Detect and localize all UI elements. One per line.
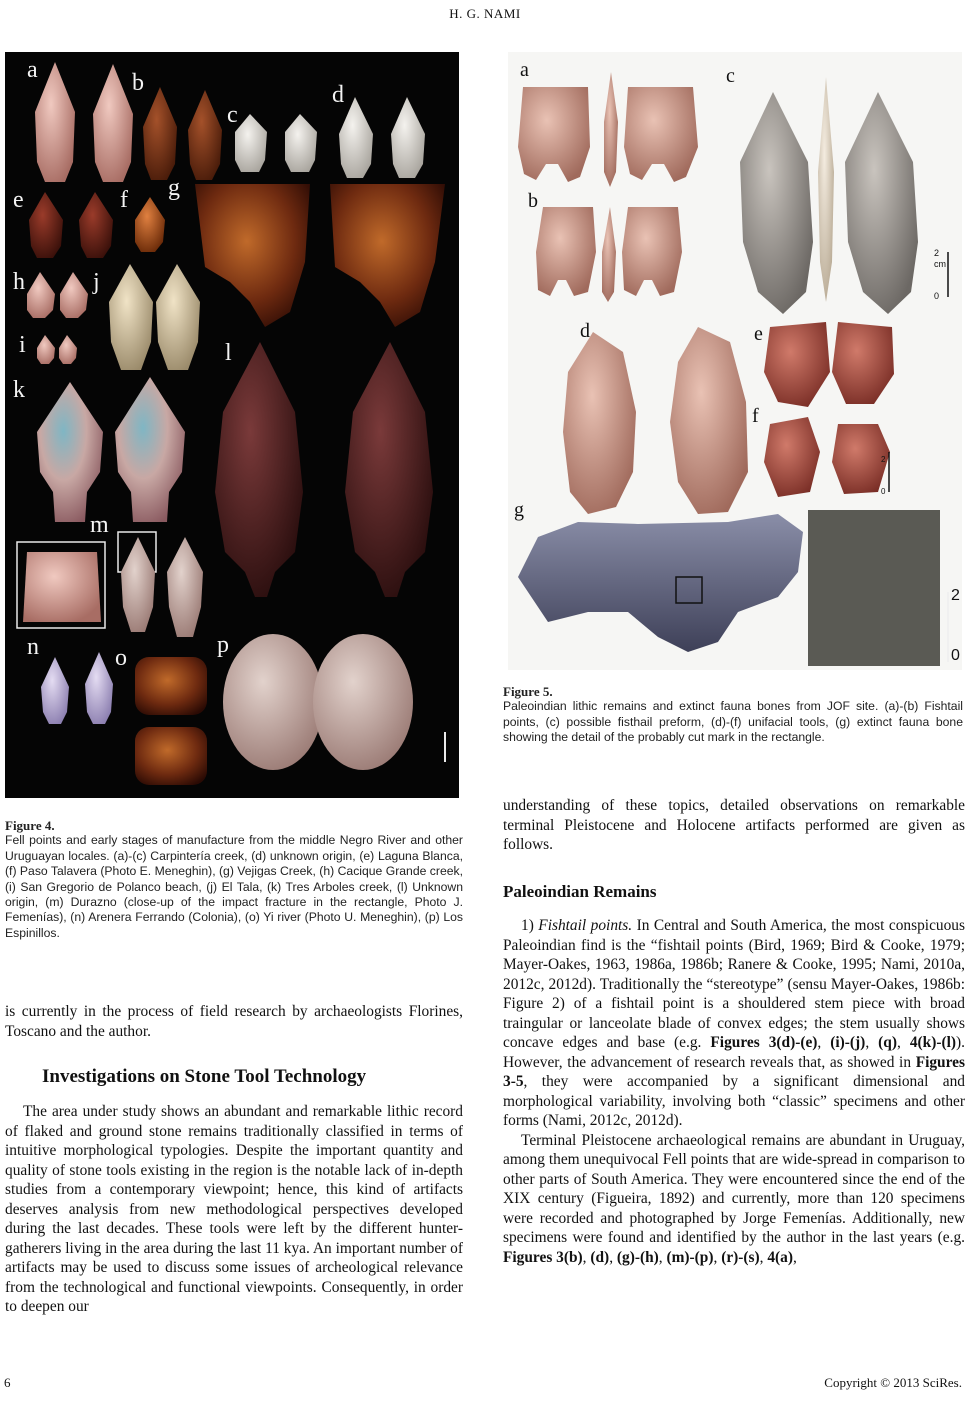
label-i: i [19, 332, 26, 358]
point-m2 [167, 537, 203, 637]
label-l: l [225, 340, 232, 366]
label-p: p [217, 632, 229, 658]
point-p1 [223, 634, 323, 770]
point-c2 [285, 114, 317, 172]
figure-ref: (r)-(s) [721, 1248, 760, 1266]
point-i1 [37, 335, 55, 364]
scale-c-2: 2 [934, 248, 940, 258]
label-o: o [115, 645, 127, 671]
figure-ref: (q) [878, 1034, 897, 1051]
label-e: e [13, 187, 24, 213]
point-p2 [313, 634, 413, 770]
label-c: c [227, 102, 238, 128]
figure-5-artifacts [508, 52, 962, 670]
figure-ref: (m)-(p) [666, 1248, 714, 1266]
point-o1 [135, 657, 207, 715]
figure-4-caption-title: Figure 4. [5, 818, 55, 833]
point-f [135, 197, 165, 252]
point-g1 [195, 184, 310, 327]
scale-g-0: 0 [951, 647, 960, 664]
figure-ref: (d) [590, 1248, 610, 1266]
label-g: g [514, 499, 524, 521]
label-g: g [168, 175, 180, 201]
point-b1 [143, 87, 177, 180]
point-o2 [135, 727, 207, 785]
figure-4-caption-text: Fell points and early stages of manufacture from the middle Negro River and other Uruguayan locales. (a)-(c) Carpintería creek, (d) unknown origin, (e) Laguna Blanca, (f) Paso Talavera (Photo E. Meneghin), (g) Vejigas Creek, (h) Cacique Grande creek, (i) San Gregorio de Polanco beach, (j) El Tala, (k) Tres Arboles creek, (l) Unknown origin, (m) Durazno (close-up of the impact fracture in the rectangle, Photo J. Femenías), (n) Arenera Ferrando (Colonia), (o) Yi river (Photo U. Meneghin), (p) Los Espinillos. [5, 833, 463, 940]
left-body-paragraph: The area under study shows an abundant and remarkable lithic record of flaked and ground stone remains traditionally classified in terms of intuitive morphological typologies. Despite the important quantity and quality of stone tools existing in the region is the notable lack of in-depth studies from a contemporary viewpoint; hence, this kind of artifacts deserves analysis from new methodological perspectives developed during the last decades. These tools were left by the different hunter-gatherers living in the area during the last 11 kya. An important number of artifacts may be used to discuss some issues of archeological relevance from the technological and functional viewpoints. Consequently, in order to deepen our [5, 1103, 463, 1315]
figure-4-artifacts [5, 52, 459, 798]
point-c1 [235, 114, 267, 172]
figure-4-caption [5, 818, 463, 941]
right-intro-paragraph: understanding of these topics, detailed observations on remarkable terminal Pleistocene and Holocene artifacts performed are given as follows. [503, 797, 965, 853]
scale-g-2: 2 [951, 587, 960, 604]
label-e: e [754, 323, 763, 345]
label-h: h [13, 269, 25, 295]
point-e2 [79, 192, 113, 258]
point-j2 [156, 264, 200, 370]
point-g2 [330, 184, 445, 327]
figure-ref: (g)-(h) [616, 1248, 659, 1266]
point-j1 [109, 264, 153, 370]
fishtail-term: Fishtail points. [538, 917, 633, 934]
point-a1 [35, 62, 75, 182]
point-h1 [27, 272, 55, 318]
paragraph-fishtail: 1) Fishtail points. In Central and South America, the most conspicuous Paleoindian find is the “fishtail points (Bird, 1969; Bird & Cooke, 1979; Mayer-Oakes, 1963, 1986a, 1986b; Ranere & Cooke, 1995; Nami, 2010a, 2012c, 2012d). Traditionally the “stereotype” (sensu Mayer-Oakes, 1986b: Figure 2) of a fishtail point is a shouldered stem piece with broad traingular or lanceolate blade of convex edges; the stem usually shows concave edges and base (e.g. Figures 3(d)-(e), (i)-(j), (q), 4(k)-(l)). However, the advancement of research reveals that, as showed in Figures 3-5, they were accompanied by a significant dimensional and morphological variability, involving both “classic” specimens and other forms (Nami, 2012c, 2012d). [503, 917, 965, 1129]
figure-5-caption-text: Paleoindian lithic remains and extinct fauna bones from JOF site. (a)-(b) Fishtail points, (c) possible fisthail preform, (d)-(f) unifacial tools, (g) extinct fauna bone showing the detail of the probably cut mark in the rectangle. [503, 699, 963, 745]
point-m1 [121, 537, 155, 632]
point-d2 [391, 97, 425, 178]
label-m: m [90, 512, 109, 538]
point-i2 [59, 335, 77, 364]
point-b2 [188, 90, 222, 180]
point-l2 [345, 342, 433, 597]
scale-f-2: 2 [881, 455, 886, 464]
point-n2 [85, 652, 113, 724]
figure-ref: Figures 3-5 [503, 1053, 965, 1090]
label-f: f [120, 187, 128, 213]
point-d1 [339, 97, 373, 178]
left-body [5, 1102, 463, 1317]
label-a: a [27, 57, 38, 83]
m-closeup [23, 552, 101, 622]
point-k1 [37, 382, 103, 522]
figure-5-photo [508, 52, 962, 670]
label-d: d [332, 82, 344, 108]
right-intro-text [503, 796, 965, 855]
left-intro-paragraph: is currently in the process of field research by archaeologists Florines, Toscano and the author. [5, 1003, 463, 1040]
point-a2 [93, 64, 133, 182]
label-k: k [13, 377, 25, 403]
label-c: c [726, 65, 735, 87]
running-head: H. G. NAMI [449, 6, 521, 21]
scale-f-0: 0 [881, 487, 886, 496]
left-intro-text [5, 1002, 463, 1041]
scale-c-0: 0 [934, 291, 940, 301]
section-heading: Investigations on Stone Tool Technology [42, 1066, 367, 1087]
point-k2 [115, 377, 185, 522]
point-l1 [215, 342, 303, 597]
figure-5-caption [503, 684, 963, 746]
figure-ref: Figures 3(b) [503, 1248, 583, 1266]
figure-ref: Figures 3(d)-(e) [710, 1034, 818, 1051]
label-n: n [27, 634, 39, 660]
subsection-heading: Paleoindian Remains [503, 882, 657, 901]
figure-4-photo [5, 52, 459, 798]
page-number: 6 [4, 1375, 11, 1390]
point-e1 [29, 192, 63, 258]
label-b: b [528, 190, 538, 212]
right-body [503, 916, 965, 1267]
copyright-notice: Copyright © 2013 SciRes. [824, 1375, 962, 1390]
figure-ref: 4(a) [767, 1248, 794, 1266]
point-h2 [60, 272, 88, 318]
paragraph-terminal-pleistocene: Terminal Pleistocene archaeological remains are abundant in Uruguay, among them unequivocal Fell points that are wide-spread in comparison to other parts of South America. They were encountered since the end of the XIX century (Figueira, 1892) and currently, more than 120 specimens were recorded and photographed by Jorge Femenías. Additionally, new specimens were found and identified by the author in the last years (e.g. Figures 3(b), (d), (g)-(h), (m)-(p), (r)-(s), 4(a), [503, 1131, 965, 1266]
bone-g-closeup [808, 510, 940, 666]
scale-c-cm: cm [934, 259, 946, 269]
label-b: b [132, 70, 144, 96]
figure-ref: (i)-(j) [830, 1034, 866, 1051]
figure-ref: 4(k)-(l) [909, 1034, 957, 1051]
label-f: f [752, 405, 759, 427]
label-a: a [520, 59, 529, 81]
figure-5-caption-title: Figure 5. [503, 684, 553, 699]
point-n1 [41, 657, 69, 724]
label-d: d [580, 320, 590, 342]
label-j: j [93, 269, 100, 295]
